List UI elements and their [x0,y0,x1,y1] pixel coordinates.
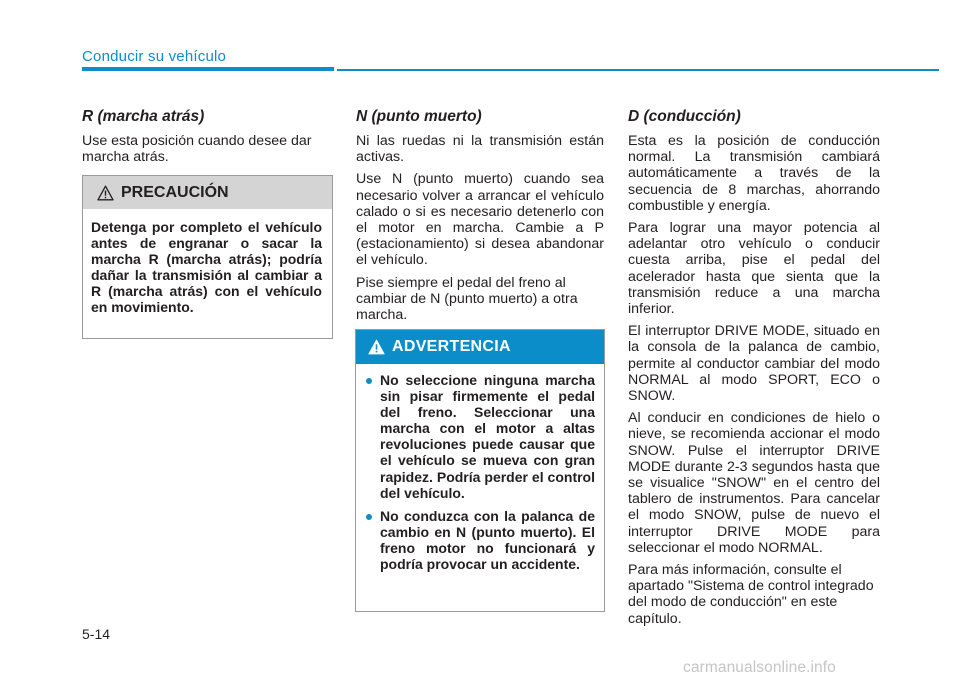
caution-label: PRECAUCIÓN [121,183,229,201]
warning-triangle-filled-icon [368,339,385,355]
warning-header [356,330,604,364]
caution-box [82,175,333,339]
warning-triangle-outline-icon [97,185,114,201]
paragraph-n-3: Pise siempre el pedal del freno al cambiar de N (punto muerto) a otra marcha. [356,274,578,324]
paragraph-r-reverse: Use esta posición cuando desee dar marcha atrás. [82,133,312,166]
warning-item [366,372,595,501]
heading-n-neutral: N (punto muerto) [356,108,482,125]
caution-text: Detenga por completo el vehículo antes de engranar o sacar la marcha R (marcha atrás); podría dañar la transmisión al cambiar a R (marcha atrás) con el vehículo en movimiento. [91,219,322,316]
warning-box [355,329,605,612]
page-number: 5-14 [82,626,111,642]
caution-header [83,176,332,209]
paragraph-d-2: Para lograr una mayor potencia al adelantar otro vehículo o conducir cuesta arriba, pise el pedal del acelerador hasta que sienta que la transmisión reduce a una marcha inferior. [628,220,880,318]
column-d-drive [628,108,880,633]
paragraph-d-1: Esta es la posición de conducción normal. La transmisión cambiará automáticamente a través de la secuencia de 8 marchas, ahorrando combustible y energía. [628,133,880,214]
column-n-neutral [356,108,604,329]
heading-d-drive: D (conducción) [628,108,741,125]
warning-body [356,364,604,572]
paragraph-d-3: El interruptor DRIVE MODE, situado en la consola de la palanca de cambio, permite al conductor cambiar del modo NORMAL al modo SPORT, ECO o SNOW. [628,323,880,405]
heading-r-reverse: R (marcha atrás) [82,108,205,125]
header-rule-thin [337,69,939,71]
paragraph-n-1: Ni las ruedas ni la transmisión están activas. [356,133,604,166]
paragraph-d-5: Para más información, consulte el apartado "Sistema de control integrado del modo de conducción" en este capítulo. [628,562,874,627]
warning-item-text: No seleccione ninguna marcha sin pisar firmemente el pedal del freno. Seleccionar una marcha con el motor a altas revoluciones puede causar que el vehículo se mueva con gran rapidez. Podría perder el control del vehículo. [380,372,595,501]
bullet-dot-icon [366,378,372,384]
warning-item [366,508,595,572]
watermark: carmanualsonline.info [683,659,836,676]
header-rule-thick [82,67,334,71]
warning-label: ADVERTENCIA [392,338,511,355]
warning-item-text: No conduzca con la palanca de cambio en N (punto muerto). El freno motor no funcionará y podría provocar un accidente. [380,507,595,573]
section-title: Conducir su vehículo [82,48,227,65]
paragraph-n-2: Use N (punto muerto) cuando sea necesario volver a arrancar el vehículo calado o si es necesario detenerlo con el motor en marcha. Cambie a P (estacionamiento) si desea abandonar el vehículo. [356,171,604,269]
paragraph-d-4: Al conducir en condiciones de hielo o nieve, se recomienda accionar el modo SNOW. Pulse el interruptor DRIVE MODE durante 2-3 segundos hasta que se visualice "SNOW" en el centro del tablero de instrumentos. Para cancelar el modo SNOW, pulse de nuevo el interruptor DRIVE MODE para seleccionar el modo NORMAL. [628,410,880,556]
bullet-dot-icon [366,514,372,520]
column-r-reverse [82,108,333,171]
